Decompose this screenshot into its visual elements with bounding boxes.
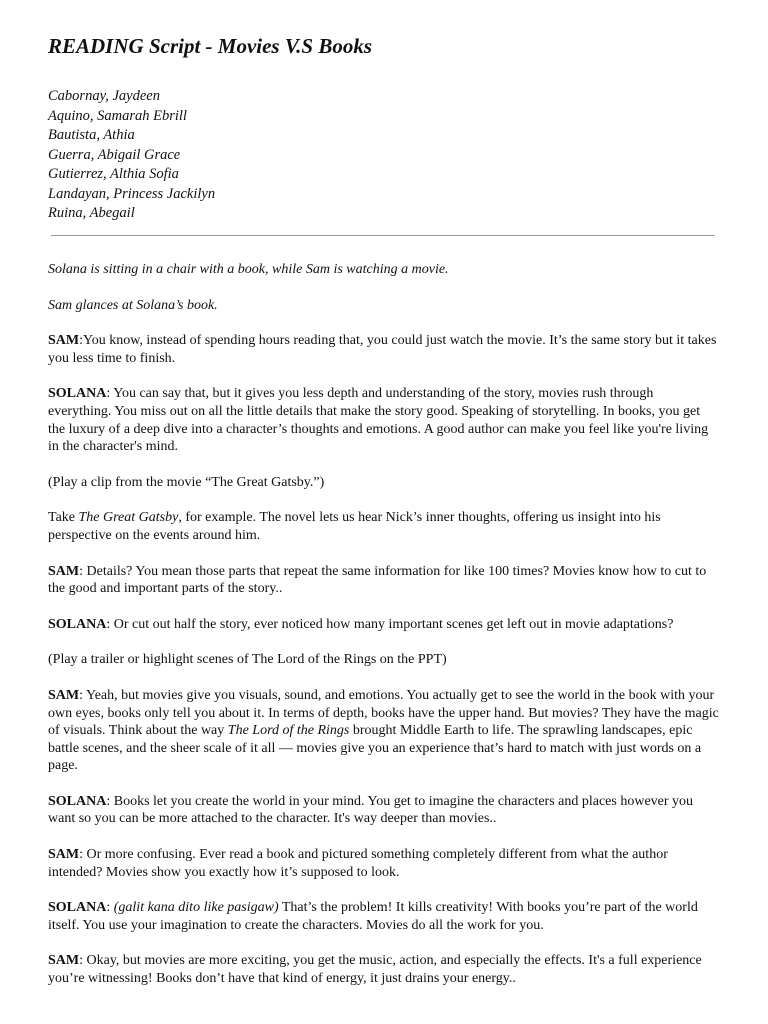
horizontal-divider: [51, 235, 715, 236]
speaker-name: SAM: [48, 953, 80, 969]
dialogue-line: [48, 952, 720, 987]
speaker-name: SAM: [48, 333, 80, 349]
dialogue-line: [48, 509, 720, 544]
author-name: Guerra, Abigail Grace: [48, 146, 181, 163]
dialogue-line: [48, 899, 720, 934]
dialogue-text: That’s the problem! It kills creativity! With books you’re part of the world itself. You use your imagination to create the characters. Movies do all the work for you.: [48, 900, 698, 933]
dialogue-line: [48, 332, 720, 367]
dialogue-text: : You can say that, but it gives you less depth and understanding of the story, movies rush through everything. You miss out on all the little details that make the story good. Speaking of storytelling. In books, you get the luxury of a deep dive into a character’s thoughts and emotions. A good author can make you feel like you're living in the character's mind.: [48, 386, 709, 455]
dialogue-text: : Details? You mean those parts that repeat the same information for like 100 times? Movies know how to cut to the good and important parts of the story..: [48, 563, 707, 597]
dialogue-text: :You know, instead of spending hours reading that, you could just watch the movie. It’s the same story but it takes you less time to finish.: [48, 333, 717, 366]
speaker-name: SOLANA: [48, 900, 107, 916]
dialogue-line: [48, 385, 720, 455]
dialogue-text: , for example. The novel lets us hear Nick’s inner thoughts, offering us insight into his perspective on the events around him.: [48, 510, 661, 543]
author-name: Cabornay, Jaydeen: [48, 88, 160, 104]
dialogue-text: brought Middle Earth to life. The sprawling landscapes, epic battle scenes, and the sheer scale of it all — movies give you an experience that’s hard to match with just words on a page.: [48, 723, 702, 774]
speaker-name: SOLANA: [48, 793, 107, 809]
stage-aside: (galit kana dito like pasigaw): [113, 900, 279, 916]
speaker-name: SOLANA: [48, 386, 107, 402]
dialogue-line: [48, 616, 720, 634]
dialogue-line: [48, 793, 720, 828]
script-body: [48, 261, 720, 1006]
dialogue-text: Take: [48, 510, 79, 526]
speaker-name: SAM: [48, 847, 80, 863]
dialogue-line: [48, 687, 720, 775]
dialogue-text: :: [106, 900, 114, 916]
author-name: Landayan, Princess Jackilyn: [48, 185, 216, 202]
author-list: [48, 87, 215, 224]
dialogue-text: : Okay, but movies are more exciting, you get the music, action, and especially the effects. It's a full experience you’re witnessing! Books don’t have that kind of energy, it just drains your energy..: [48, 953, 702, 987]
dialogue-text: : Or more confusing. Ever read a book and pictured something completely different from what the author intended? Movies show you exactly how it’s supposed to look.: [48, 847, 668, 880]
stage-direction: Sam glances at Solana’s book.: [48, 297, 218, 313]
author-name: Aquino, Samarah Ebrill: [48, 107, 187, 124]
dialogue-line: [48, 846, 720, 881]
book-title: The Lord of the Rings: [227, 723, 350, 739]
author-name: Bautista, Athia: [48, 127, 135, 143]
book-title: The Great Gatsby: [78, 510, 179, 526]
stage-note: (Play a trailer or highlight scenes of The Lord of the Rings on the PPT): [48, 652, 447, 668]
author-name: Ruina, Abegail: [48, 205, 135, 221]
stage-direction: Solana is sitting in a chair with a book, while Sam is watching a movie.: [48, 262, 449, 277]
dialogue-text: : Or cut out half the story, ever noticed how many important scenes get left out in movie adaptations?: [106, 616, 674, 632]
speaker-name: SAM: [48, 687, 80, 703]
stage-note: (Play a clip from the movie “The Great Gatsby.”): [48, 474, 325, 490]
document-title: READING Script - Movies V.S Books: [48, 34, 373, 58]
speaker-name: SAM: [48, 563, 80, 579]
dialogue-line: [48, 563, 720, 598]
dialogue-text: : Yeah, but movies give you visuals, sound, and emotions. You actually get to see the world in the book with your own eyes, books only tell you about it. In terms of depth, books have the upper hand. But movies? They have the magic of visuals. Think about the way: [48, 687, 719, 739]
author-name: Gutierrez, Althia Sofia: [48, 166, 179, 182]
speaker-name: SOLANA: [48, 616, 107, 632]
dialogue-text: : Books let you create the world in your mind. You get to imagine the characters and places however you want so you can be more attached to the character. It's way deeper than movies..: [48, 793, 694, 827]
